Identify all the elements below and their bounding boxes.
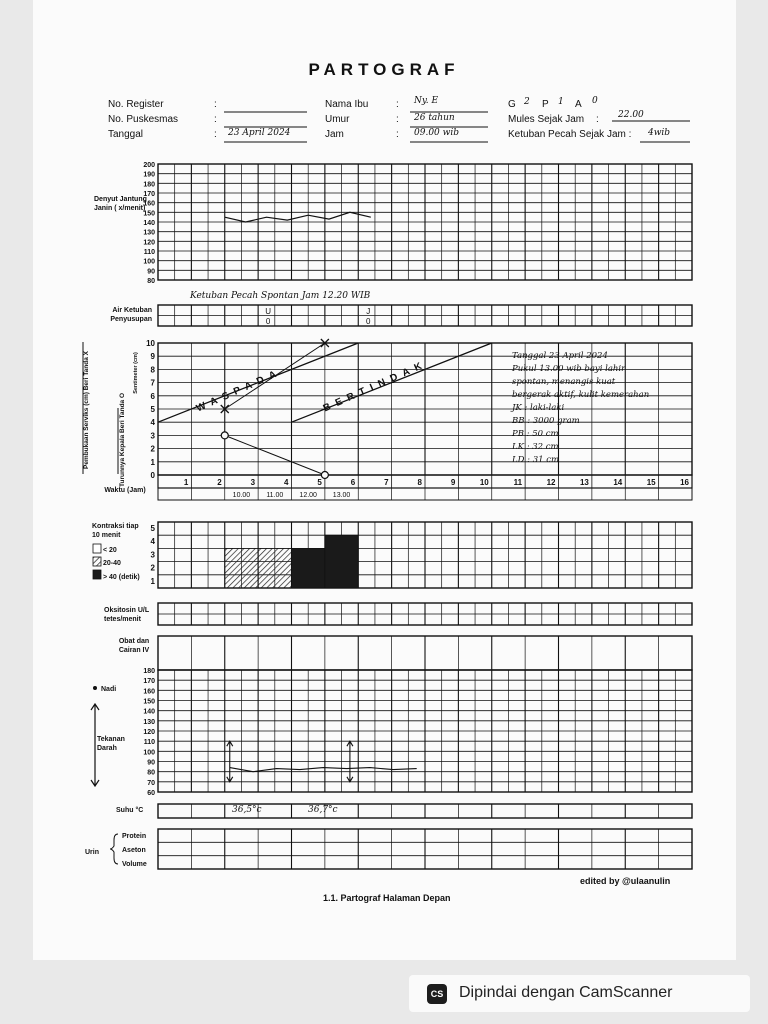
serviks-tick: 4 <box>150 418 155 428</box>
hour-label: 11 <box>513 478 523 487</box>
umur-value: 26 tahun <box>414 113 455 123</box>
hour-label: 14 <box>613 478 623 487</box>
hour-label: 12 <box>546 478 556 487</box>
urin-row-volume: Volume <box>122 861 147 868</box>
camscanner-badge <box>409 975 750 1012</box>
time-value: 13.00 <box>332 492 351 499</box>
bp-arrow-icon <box>91 704 99 786</box>
hour-label: 15 <box>646 478 656 487</box>
descent-o-mark <box>321 472 328 479</box>
ketuban-value: 4wib <box>648 128 671 138</box>
hour-label: 5 <box>317 478 322 487</box>
urin-label: Urin <box>85 849 99 856</box>
p-value: 1 <box>558 97 564 107</box>
contraction-bar <box>292 548 325 588</box>
tanggal-value: 23 April 2024 <box>228 128 291 138</box>
hour-label: 8 <box>417 478 422 487</box>
serviks-tick: 8 <box>150 365 155 375</box>
djj-series-line <box>225 212 371 222</box>
serviks-tick: 3 <box>150 431 155 441</box>
contraction-bar <box>225 548 258 588</box>
djj-tick: 190 <box>143 171 155 179</box>
tanggal-label: Tanggal <box>108 129 144 140</box>
birth-note-line: bergerak aktif, kulit kemerahan <box>512 390 650 400</box>
camscanner-text: Dipindai dengan CamScanner <box>459 984 673 1001</box>
legend-20-40: 20-40 <box>103 560 121 567</box>
djj-tick: 160 <box>143 200 155 208</box>
birth-note-line: LK : 32 cm <box>512 442 559 452</box>
hour-label: 7 <box>384 478 389 487</box>
birth-note-line: Tanggal 23 April 2024 <box>512 351 608 361</box>
jam-value: 09.00 wib <box>414 128 459 138</box>
puskesmas-label: No. Puskesmas <box>108 114 179 125</box>
serviks-tick: 7 <box>150 378 155 388</box>
legend-gt40: > 40 (detik) <box>103 574 140 581</box>
hour-label: 4 <box>284 478 289 487</box>
vital-tick: 140 <box>143 708 155 716</box>
kontraksi-tick: 2 <box>150 563 155 573</box>
vital-tick: 80 <box>147 769 155 777</box>
obat-label: Obat dan Cairan IV <box>118 638 150 654</box>
legend-lt20: < 20 <box>103 547 117 554</box>
g-label: G <box>508 99 516 110</box>
hour-label: 2 <box>217 478 222 487</box>
nama-value: Ny. E <box>414 96 439 106</box>
serviks-side-label-2: Turunnya Kepala Beri Tanda O <box>119 392 126 488</box>
birth-note-line: JK : laki-laki <box>512 403 565 413</box>
vital-tick: 130 <box>143 718 155 726</box>
hour-label: 9 <box>450 478 456 487</box>
dilation-line <box>225 343 325 409</box>
vital-tick: 110 <box>143 739 155 747</box>
kontraksi-tick: 3 <box>150 550 155 560</box>
birth-note-line: Pukul 13.00 wib bayi lahir <box>512 364 626 374</box>
vital-tick: 180 <box>143 668 155 675</box>
djj-tick: 110 <box>143 249 155 256</box>
serviks-tick: 2 <box>150 444 155 454</box>
urin-row-protein: Protein <box>122 833 147 840</box>
urin-row-aseton: Aseton <box>122 847 146 854</box>
umur-label: Umur <box>325 114 350 125</box>
oksitosin-label: Oksitosin U/L tetes/menit <box>104 607 149 623</box>
kontraksi-tick: 4 <box>150 537 155 547</box>
kontraksi-tick: 1 <box>150 576 155 586</box>
mules-label: Mules Sejak Jam <box>508 114 585 125</box>
legend-box-solid <box>93 570 101 579</box>
hour-label: 3 <box>250 478 256 487</box>
hour-label: 13 <box>579 478 589 487</box>
djj-tick: 140 <box>143 220 155 227</box>
djj-tick: 120 <box>143 239 155 247</box>
contraction-bar <box>325 535 358 588</box>
djj-tick: 150 <box>143 210 155 218</box>
bertindak-label: BERTINDAK <box>321 358 430 415</box>
djj-tick: 130 <box>143 229 155 237</box>
p-label: P <box>542 99 549 110</box>
time-value: 11.00 <box>266 492 284 499</box>
air-ketuban-mark: J <box>366 307 371 316</box>
serviks-tick: 1 <box>150 457 155 467</box>
serviks-side-label-1: Pembukaan Serviks (cm) Beri Tanda X <box>83 350 90 470</box>
a-label: A <box>575 99 582 110</box>
mules-value: 22.00 <box>618 110 644 120</box>
suhu-label: Suhu °C <box>116 807 144 814</box>
djj-tick: 170 <box>143 191 155 198</box>
djj-tick: 200 <box>143 162 155 169</box>
djj-tick: 100 <box>143 258 155 266</box>
time-value: 10.00 <box>232 492 251 499</box>
hour-label: 1 <box>183 478 189 487</box>
birth-note-line: spontan, menangis kuat <box>512 377 616 387</box>
vital-tick: 170 <box>143 678 155 686</box>
edited-by: edited by @ulaanulin <box>580 876 671 886</box>
vital-tick: 90 <box>147 759 155 767</box>
djj-tick: 80 <box>147 278 155 285</box>
nadi-label: Nadi <box>101 686 117 693</box>
legend-box-hatch <box>93 557 101 566</box>
djj-tick: 180 <box>143 181 155 189</box>
time-value: 12.00 <box>299 492 317 499</box>
waktu-label: Waktu (Jam) <box>104 487 146 494</box>
serviks-tick: 10 <box>146 339 155 348</box>
a-value: 0 <box>592 96 598 106</box>
jam-label: Jam <box>325 129 344 140</box>
camscanner-icon: CS <box>427 984 447 1004</box>
serviks-tick: 5 <box>150 405 155 414</box>
ketuban-note: Ketuban Pecah Spontan Jam 12.20 WIB <box>190 291 371 301</box>
air-ketuban-mark: 0 <box>265 317 271 326</box>
serviks-side-label-3: Sentimeter (cm) <box>133 352 139 394</box>
vital-tick: 150 <box>143 698 155 706</box>
nadi-dot-icon <box>93 686 97 690</box>
tekanan-label: Tekanan Darah <box>97 736 125 752</box>
birth-note-line: PB : 50 cm <box>512 429 559 439</box>
vital-tick: 100 <box>143 749 155 757</box>
register-label: No. Register <box>108 99 164 110</box>
birth-note-line: BB : 3000 gram <box>512 416 580 426</box>
air-ketuban-label: Air Ketuban Penyusupan <box>110 307 152 323</box>
kontraksi-tick: 5 <box>150 524 155 533</box>
air-ketuban-mark: U <box>265 307 272 316</box>
contraction-bar <box>258 548 291 588</box>
djj-tick: 90 <box>147 268 155 276</box>
suhu-value-1: 36,5°c <box>232 805 262 815</box>
air-ketuban-mark: 0 <box>366 317 371 326</box>
hour-label: 10 <box>479 478 489 487</box>
vital-tick: 70 <box>147 779 155 787</box>
legend-box-dots <box>93 544 101 553</box>
descent-o-mark <box>221 432 228 439</box>
serviks-tick: 9 <box>150 352 155 362</box>
caption: 1.1. Partograf Halaman Depan <box>323 893 451 903</box>
vital-tick: 160 <box>143 688 155 696</box>
suhu-value-2: 36,7°c <box>308 805 338 815</box>
birth-note-line: LD : 31 cm <box>512 455 560 465</box>
serviks-tick: 0 <box>150 471 155 480</box>
hour-label: 6 <box>350 478 356 487</box>
urin-brace <box>110 834 118 864</box>
serviks-tick: 6 <box>150 391 155 401</box>
nama-label: Nama Ibu <box>325 99 369 110</box>
djj-label: Denyut Jantung Janin ( x/menit) <box>94 196 147 212</box>
waspada-label: WASPADA <box>194 366 284 415</box>
vital-tick: 120 <box>143 729 155 736</box>
vital-tick: 60 <box>147 790 155 797</box>
kontraksi-label: Kontraksi tiap 10 menit <box>92 523 139 539</box>
descent-line <box>225 435 325 475</box>
hour-label: 16 <box>680 478 689 487</box>
g-value: 2 <box>524 97 530 107</box>
ketuban-label: Ketuban Pecah Sejak Jam : <box>508 129 632 140</box>
page-title: PARTOGRAF <box>308 60 460 79</box>
